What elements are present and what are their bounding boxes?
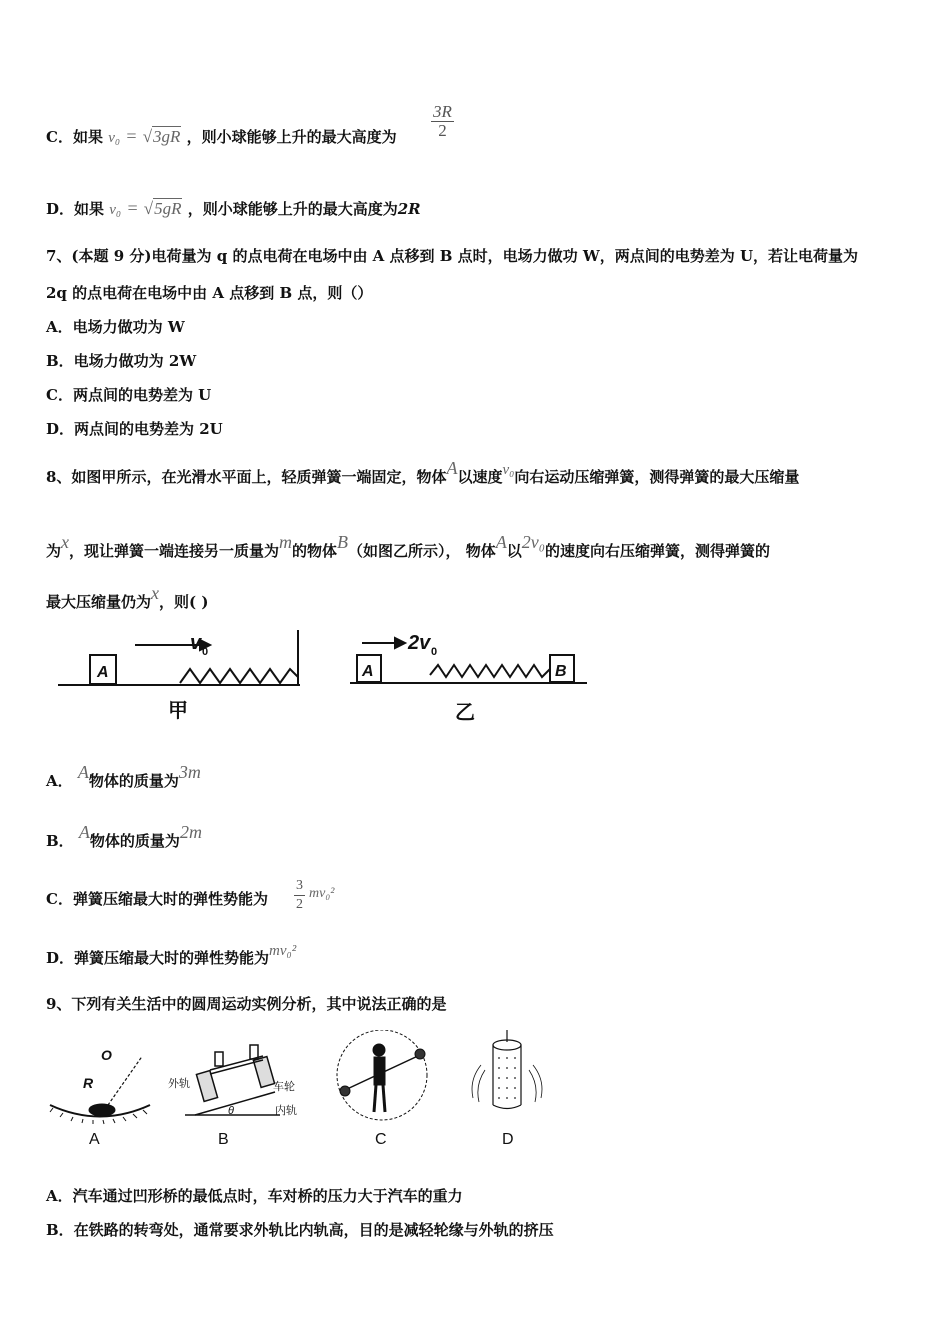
q6-d-v0: v₀ (109, 202, 122, 218)
q8-s3b: ，则( ) (159, 593, 209, 611)
q8-c-text: C．弹簧压缩最大时的弹性势能为 (46, 890, 268, 908)
q6-option-d (46, 198, 421, 220)
q8-s1-var-a: A (446, 458, 458, 478)
fig-b-wheel: 车轮 (273, 1081, 295, 1093)
q8-a-var: A (77, 762, 89, 782)
q8-a-text: 物体的质量为 (88, 772, 179, 790)
fig-caption-c: C (375, 1131, 387, 1148)
q8-d-text: D．弹簧压缩最大时的弹性势能为 (46, 949, 270, 967)
fig-jia-label-a: A (97, 664, 109, 681)
q9-figures (45, 1030, 555, 1155)
q8-figure (50, 625, 595, 725)
q8-option-b (46, 822, 202, 851)
q8-s2a: 为 (46, 542, 62, 560)
q6-d-eq: = (126, 198, 139, 218)
fig-a-bridge (50, 1058, 150, 1124)
fig-b-theta: θ (228, 1105, 234, 1117)
q8-s2-var-b: B (337, 532, 349, 552)
car-body (89, 1104, 115, 1116)
fig-c-swing (337, 1030, 427, 1120)
fig-b-inner: 内轨 (275, 1105, 297, 1117)
q8-b-val: 2m (179, 822, 202, 842)
q6-c-num: 3R (433, 102, 452, 121)
q8-c-expr: mv₀² (309, 886, 335, 901)
q6-option-c (46, 126, 397, 148)
q8-c-den: 2 (296, 897, 303, 912)
q8-stem-line2 (46, 532, 771, 561)
q8-s1-v0: v₀ (502, 462, 515, 478)
arrowhead-yi (395, 638, 405, 648)
spring-yi (430, 665, 550, 677)
q8-a-label: A． (46, 772, 73, 790)
fig-caption-a: A (89, 1131, 100, 1148)
q8-s1c: 向右运动压缩弹簧，测得弹簧的最大压缩量 (514, 468, 800, 486)
q9-option-a: A．汽车通过凹形桥的最低点时，车对桥的压力大于汽车的重力 (46, 1187, 463, 1205)
outer-wheel (196, 1071, 217, 1102)
fig-caption-b: B (218, 1131, 229, 1148)
q7-option-d: D．两点间的电势差为 2U (46, 420, 223, 438)
q8-stem-line1 (46, 458, 800, 488)
q8-c-num: 3 (294, 877, 305, 896)
q6-c-fraction (431, 103, 454, 140)
swing-ball-2 (340, 1086, 350, 1096)
person-body (374, 1057, 385, 1085)
spring-jia (180, 669, 298, 683)
figure-jia (58, 630, 300, 685)
fig-yi-2v-sub: 0 (431, 646, 438, 658)
q8-s1b: 以速度 (457, 468, 503, 486)
fig-caption-d: D (502, 1131, 514, 1148)
q8-stem-line3 (46, 583, 209, 612)
q8-s2e: 以 (506, 542, 522, 560)
fig-a-o: O (101, 1047, 112, 1063)
fig-d-cylinder (472, 1030, 542, 1109)
fig-yi-label-a: A (362, 663, 374, 680)
q6-c-sqrt: √3gR (142, 127, 181, 146)
q9-option-b: B．在铁路的转弯处，通常要求外轨比内轨高，目的是减轻轮缘与外轨的挤压 (46, 1221, 554, 1239)
q6-c-eq: = (125, 126, 138, 146)
q9-stem: 9、下列有关生活中的圆周运动实例分析，其中说法正确的是 (46, 995, 447, 1013)
q8-s2c: 的物体 (292, 542, 338, 560)
fig-caption-yi: 乙 (455, 702, 475, 724)
q8-a-val: 3m (178, 762, 201, 782)
q6-c-prefix: C．如果 (46, 128, 103, 146)
person-head (373, 1044, 385, 1056)
cylinder-holes (498, 1057, 516, 1099)
q8-b-var: A (78, 822, 90, 842)
q7-stem-line2: 2q 的点电荷在电场中由 A 点移到 B 点，则（） (46, 284, 373, 302)
q8-option-d (46, 943, 297, 969)
q6-d-tail: 2R (397, 200, 421, 218)
person-leg-1 (374, 1085, 376, 1112)
water-spray (472, 1065, 542, 1102)
fig-b-outer: 外轨 (168, 1078, 190, 1090)
q8-c-fraction (294, 877, 305, 914)
q8-b-text: 物体的质量为 (89, 832, 180, 850)
support-left (215, 1052, 223, 1066)
q6-d-prefix: D．如果 (46, 200, 105, 218)
q8-d-expr: mv₀² (269, 943, 297, 959)
fig-yi-2v: 2v (408, 632, 431, 654)
swing-ball-1 (415, 1049, 425, 1059)
q8-s1a: 8、如图甲所示，在光滑水平面上，轻质弹簧一端固定，物体 (46, 468, 447, 486)
fig-yi-label-b: B (555, 663, 567, 680)
q6-d-mid: ，则小球能够上升的最大高度为 (187, 200, 398, 218)
q8-s2-x: x (61, 532, 70, 552)
q8-b-label: B． (46, 832, 74, 850)
q6-c-v0: v₀ (108, 130, 121, 146)
fig-jia-v: v (190, 632, 202, 654)
q8-option-c (46, 889, 268, 909)
q8-s2-var-a: A (495, 532, 507, 552)
q8-s3a: 最大压缩量仍为 (46, 593, 152, 611)
q6-c-den: 2 (438, 121, 447, 140)
q6-d-root: 5gR (154, 199, 182, 218)
figure-yi (350, 638, 587, 683)
q7-option-b: B．电场力做功为 2W (46, 352, 197, 370)
q7-stem-line1: 7、(本题 9 分)电荷量为 q 的点电荷在电场中由 A 点移到 B 点时，电场力做功 W，两点间的电势差为 U，若让电荷量为 (46, 247, 859, 265)
q8-s3-x: x (151, 583, 160, 603)
fig-caption-jia: 甲 (168, 700, 188, 722)
q8-s2f: 的速度向右压缩弹簧，测得弹簧的 (545, 542, 771, 560)
q8-s2d: （如图乙所示）， 物体 (348, 542, 496, 560)
q7-option-a: A．电场力做功为 W (46, 318, 185, 336)
q6-c-root: 3gR (153, 127, 181, 146)
q6-c-mid: ，则小球能够上升的最大高度为 (186, 128, 397, 146)
q8-option-a (46, 762, 201, 791)
fig-a-r: R (83, 1075, 94, 1091)
person-leg-2 (383, 1085, 385, 1112)
fig-jia-v-sub: 0 (202, 646, 209, 658)
q6-d-sqrt: √5gR (143, 199, 182, 218)
q7-option-c: C．两点间的电势差为 U (46, 386, 212, 404)
q8-s2-2v0: 2v₀ (521, 532, 546, 552)
q8-s2-m: m (279, 532, 293, 552)
q8-s2b: ，现让弹簧一端连接另一质量为 (69, 542, 280, 560)
cylinder-bottom (493, 1105, 521, 1109)
